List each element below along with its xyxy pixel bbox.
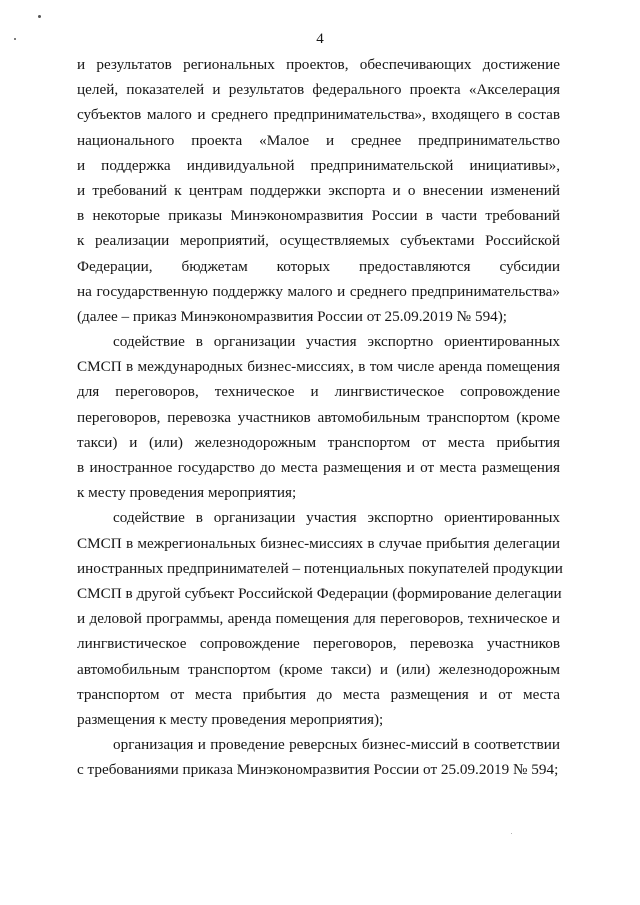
text-line: СМСП в межрегиональных бизнес-миссиях в случае прибытия делегации <box>77 534 560 552</box>
text-line: лингвистическое сопровождение переговоров, перевозка участников <box>77 635 560 653</box>
text-line: и деловой программы, аренда помещения для переговоров, техническое и <box>77 610 560 628</box>
scan-speck <box>511 833 512 834</box>
text-line: целей, показателей и результатов федерального проекта «Акселерация <box>77 81 560 99</box>
paragraph-continuation <box>77 52 560 329</box>
text-line: и требований к центрам поддержки экспорта и о внесении изменений <box>77 181 560 199</box>
paragraph-reverse-business-missions <box>77 732 560 782</box>
text-line: в иностранное государство до места размещения и от места размещения <box>77 459 560 476</box>
text-line: размещения к месту проведения мероприятия); <box>77 710 384 728</box>
text-line: к месту проведения мероприятия; <box>77 484 297 502</box>
text-line: национального проекта «Малое и среднее предпринимательство <box>77 131 560 149</box>
page-number: 4 <box>316 31 324 47</box>
text-line: СМСП в международных бизнес-миссиях, в том числе аренда помещения <box>77 358 560 376</box>
text-line: с требованиями приказа Минэкономразвития России от 25.09.2019 № 594; <box>77 761 559 779</box>
document-body <box>77 52 563 782</box>
text-line: к реализации мероприятий, осуществляемых субъектами Российской <box>77 232 560 250</box>
text-line: иностранных предпринимателей – потенциальных покупателей продукции <box>77 559 563 577</box>
text-line: автомобильным транспортом (кроме такси) и (или) железнодорожным <box>77 660 560 678</box>
text-line: и поддержка индивидуальной предпринимательской инициативы», <box>77 156 560 174</box>
text-line: (далее – приказ Минэкономразвития России от 25.09.2019 № 594); <box>77 307 508 325</box>
text-line: транспортом от места прибытия до места размещения и от места <box>77 685 560 703</box>
text-line: для переговоров, техническое и лингвистическое сопровождение <box>77 383 560 401</box>
text-line: на государственную поддержку малого и среднего предпринимательства» <box>77 282 560 300</box>
text-line: в некоторые приказы Минэкономразвития России в части требований <box>77 207 560 225</box>
paragraph-international-business-missions <box>77 329 560 505</box>
scan-speck <box>38 15 41 18</box>
text-line: субъектов малого и среднего предпринимательства», входящего в состав <box>77 106 560 124</box>
text-line: СМСП в другой субъект Российской Федерации (формирование делегации <box>77 584 562 602</box>
text-line: содействие в организации участия экспортно ориентированных <box>113 509 560 527</box>
text-line: организация и проведение реверсных бизнес-миссий в соответствии <box>113 736 560 754</box>
text-line: и результатов региональных проектов, обеспечивающих достижение <box>77 56 560 73</box>
text-line: такси) и (или) железнодорожным транспортом от места прибытия <box>77 433 560 451</box>
text-line: содействие в организации участия экспортно ориентированных <box>113 333 560 351</box>
text-line: переговоров, перевозка участников автомобильным транспортом (кроме <box>77 408 560 426</box>
text-line: Федерации, бюджетам которых предоставляются субсидии <box>77 257 560 275</box>
paragraph-interregional-business-missions <box>77 505 563 732</box>
